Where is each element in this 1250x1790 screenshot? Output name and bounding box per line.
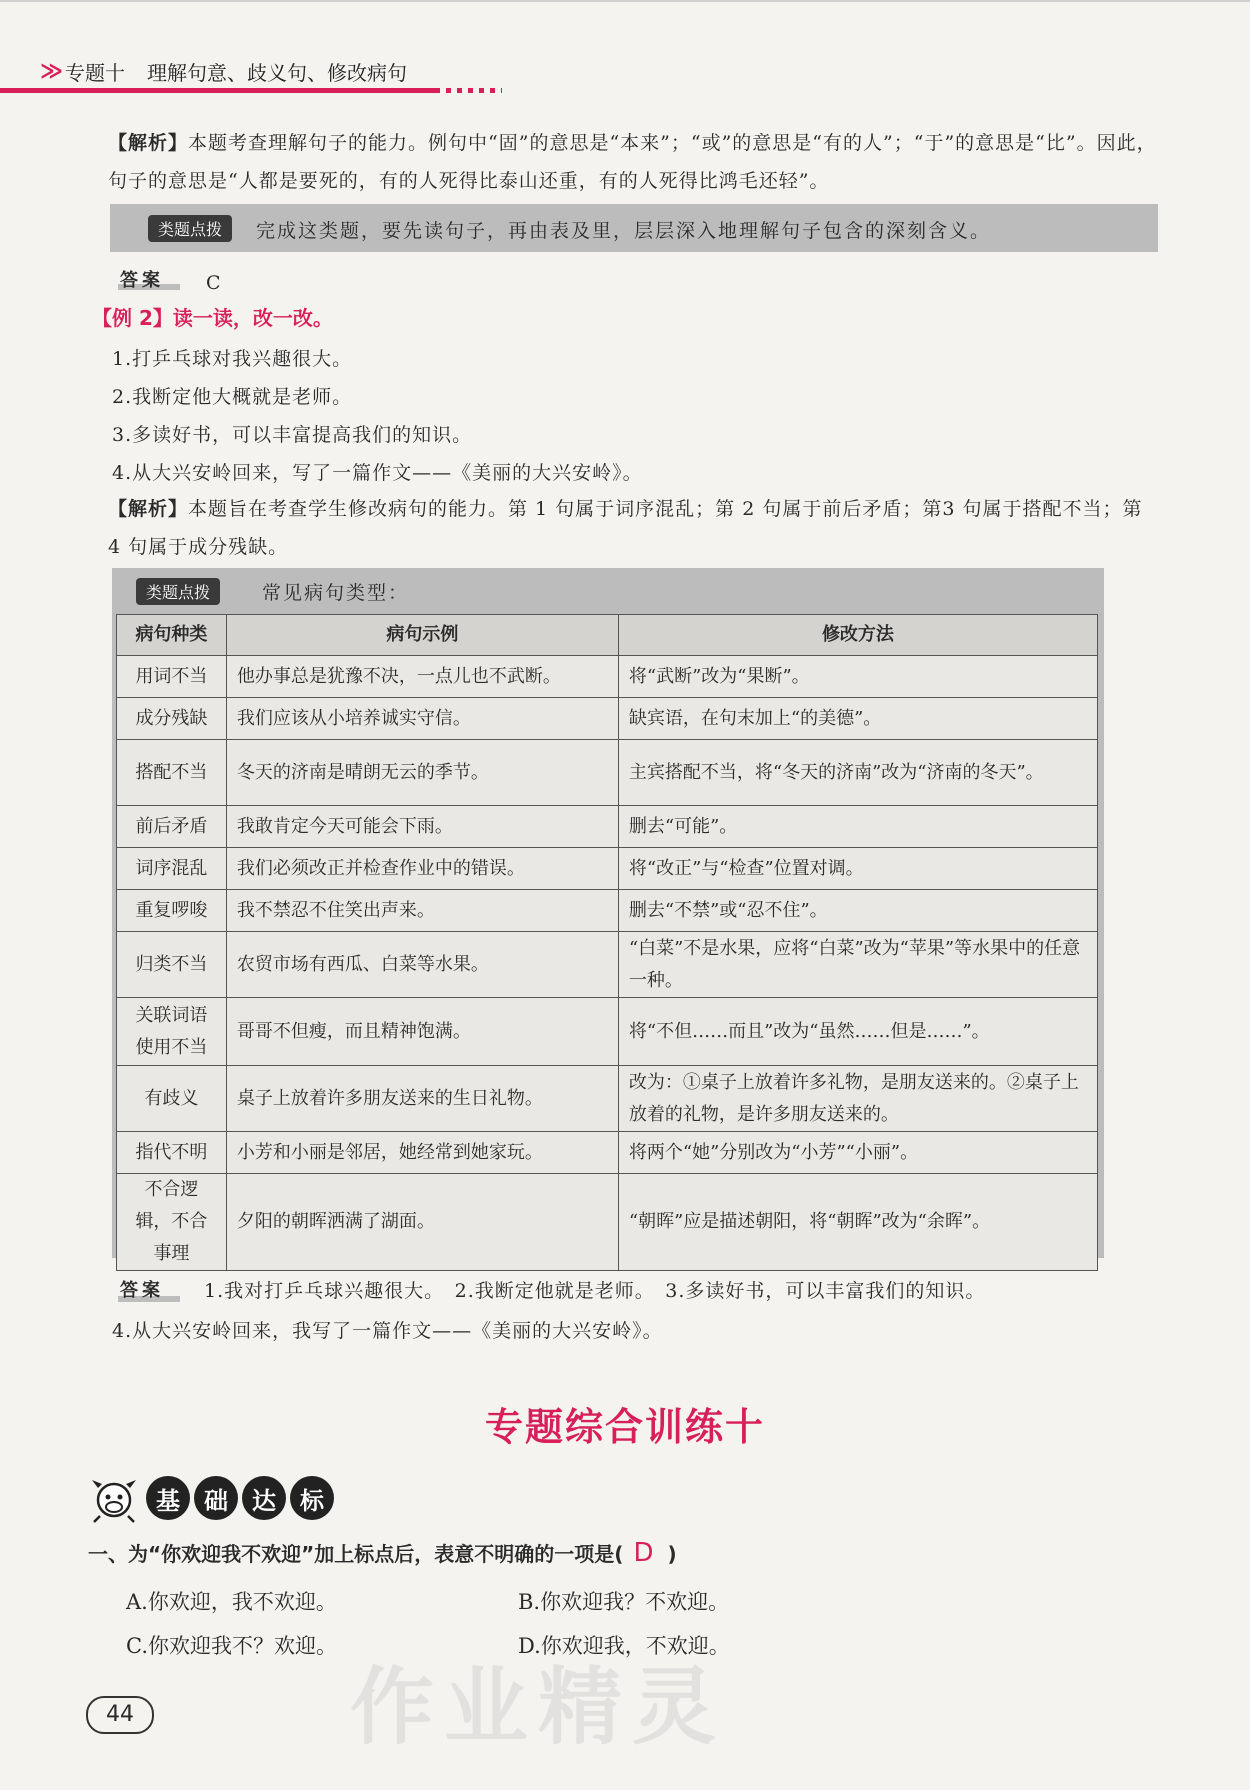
- option-a: A.你欢迎，我不欢迎。: [126, 1590, 337, 1614]
- top-rule: [0, 0, 1250, 2]
- topic-number: 专题十: [65, 60, 126, 85]
- error-example: 我不禁忍不住笑出声来。: [226, 890, 618, 932]
- question-answer: D: [633, 1538, 654, 1568]
- page-number: 44: [86, 1696, 154, 1734]
- error-example: 他办事总是犹豫不决，一点儿也不武断。: [226, 656, 618, 698]
- sentence-error-table: [116, 614, 1098, 1271]
- table-row: [117, 998, 1098, 1066]
- example-2-title: 【例 2】读一读，改一改。: [92, 306, 333, 330]
- table-row: [117, 1174, 1098, 1271]
- option-b: B.你欢迎我？不欢迎。: [518, 1590, 730, 1614]
- chevron-icon: ≫: [40, 58, 58, 84]
- error-type: 指代不明: [117, 1132, 227, 1174]
- tip-text: 完成这类题，要先读句子，再由表及里，层层深入地理解句子包含的深刻含义。: [256, 220, 992, 242]
- basic-level-banner: [88, 1472, 338, 1524]
- section-title: 专题综合训练十: [484, 1405, 765, 1449]
- error-example: 桌子上放着许多朋友送来的生日礼物。: [226, 1066, 618, 1132]
- page-header: [40, 54, 407, 88]
- error-type: 归类不当: [117, 932, 227, 998]
- table-header-row: [117, 615, 1098, 656]
- answer-label: 答案: [120, 270, 164, 291]
- column-header: 病句种类: [117, 615, 227, 656]
- example-item: 3.多读好书，可以丰富提高我们的知识。: [112, 424, 473, 446]
- header-dots: [446, 88, 502, 93]
- error-type: 用词不当: [117, 656, 227, 698]
- example-item: 4.从大兴安岭回来，写了一篇作文——《美丽的大兴安岭》。: [112, 462, 643, 484]
- error-example: 我们应该从小培养诚实守信。: [226, 698, 618, 740]
- error-fix: 改为：①桌子上放着许多礼物，是朋友送来的。②桌子上放着的礼物，是许多朋友送来的。: [618, 1066, 1097, 1132]
- table-row: [117, 1066, 1098, 1132]
- error-type: 关联词语使用不当: [117, 998, 227, 1066]
- question-text: 一、为“你欢迎我不欢迎”加上标点后，表意不明确的一项是(: [88, 1542, 624, 1566]
- cow-mascot-icon: [88, 1472, 140, 1524]
- error-fix: “朝晖”应是描述朝阳，将“朝晖”改为“余晖”。: [618, 1174, 1097, 1271]
- option-d: D.你欢迎我，不欢迎。: [518, 1634, 730, 1658]
- error-fix: 缺宾语，在句末加上“的美德”。: [618, 698, 1097, 740]
- analysis-label: 【解析】: [108, 132, 189, 154]
- error-example: 小芳和小丽是邻居，她经常到她家玩。: [226, 1132, 618, 1174]
- basic-char: 达: [242, 1476, 286, 1520]
- watermark: 作业精灵: [350, 1658, 727, 1756]
- answer-value: C: [206, 272, 222, 294]
- error-type: 词序混乱: [117, 848, 227, 890]
- example-item: 2.我断定他大概就是老师。: [112, 386, 353, 408]
- answer-label: 答案: [120, 1280, 164, 1301]
- error-type: 前后矛盾: [117, 806, 227, 848]
- table-row: [117, 848, 1098, 890]
- analysis-1: [108, 124, 1158, 200]
- analysis-2: [108, 490, 1160, 566]
- answer-2-line-1: 1.我对打乒乓球兴趣很大。 2.我断定他就是老师。 3.多读好书，可以丰富我们的知识。: [204, 1280, 986, 1302]
- error-example: 冬天的济南是晴朗无云的季节。: [226, 740, 618, 806]
- table-row: [117, 698, 1098, 740]
- error-type: 不合逻辑，不合事理: [117, 1174, 227, 1271]
- error-fix: 删去“不禁”或“忍不住”。: [618, 890, 1097, 932]
- error-fix: “白菜”不是水果，应将“白菜”改为“苹果”等水果中的任意一种。: [618, 932, 1097, 998]
- error-fix: 主宾搭配不当，将“冬天的济南”改为“济南的冬天”。: [618, 740, 1097, 806]
- column-header: 病句示例: [226, 615, 618, 656]
- basic-char: 基: [146, 1476, 190, 1520]
- tip-box-1: [110, 204, 1158, 252]
- table-row: [117, 740, 1098, 806]
- error-type: 成分残缺: [117, 698, 227, 740]
- column-header: 修改方法: [618, 615, 1097, 656]
- error-type: 搭配不当: [117, 740, 227, 806]
- error-type: 重复啰唆: [117, 890, 227, 932]
- question-close: ): [667, 1542, 677, 1566]
- table-row: [117, 890, 1098, 932]
- basic-char: 标: [290, 1476, 334, 1520]
- table-row: [117, 806, 1098, 848]
- error-example: 哥哥不但瘦，而且精神饱满。: [226, 998, 618, 1066]
- table-row: [117, 932, 1098, 998]
- error-example: 夕阳的朝晖洒满了湖面。: [226, 1174, 618, 1271]
- basic-char: 础: [194, 1476, 238, 1520]
- error-fix: 删去“可能”。: [618, 806, 1097, 848]
- error-example: 我敢肯定今天可能会下雨。: [226, 806, 618, 848]
- error-example: 农贸市场有西瓜、白菜等水果。: [226, 932, 618, 998]
- error-fix: 将“改正”与“检查”位置对调。: [618, 848, 1097, 890]
- table-row: [117, 1132, 1098, 1174]
- error-example: 我们必须改正并检查作业中的错误。: [226, 848, 618, 890]
- error-fix: 将“武断”改为“果断”。: [618, 656, 1097, 698]
- analysis-text: 本题考查理解句子的能力。例句中“固”的意思是“本来”；“或”的意思是“有的人”；“于”的意思是“比”。因此，句子的意思是“人都是要死的，有的人死得比泰山还重，有的人死得比鸿毛还轻”。: [108, 132, 1157, 192]
- tip-badge: 类题点拨: [148, 215, 232, 242]
- error-fix: 将两个“她”分别改为“小芳”“小丽”。: [618, 1132, 1097, 1174]
- tip-badge: 类题点拨: [136, 578, 220, 605]
- topic-title: 理解句意、歧义句、修改病句: [147, 60, 408, 85]
- answer-2-line-2: 4.从大兴安岭回来，我写了一篇作文——《美丽的大兴安岭》。: [112, 1320, 663, 1342]
- error-type: 有歧义: [117, 1066, 227, 1132]
- header-underline: [0, 88, 440, 93]
- error-fix: 将“不但……而且”改为“虽然……但是……”。: [618, 998, 1097, 1066]
- analysis-label: 【解析】: [108, 498, 189, 520]
- analysis-text: 本题旨在考查学生修改病句的能力。第 1 句属于词序混乱；第 2 句属于前后矛盾；第3 句属于搭配不当；第 4 句属于成分残缺。: [108, 498, 1143, 558]
- question-1-stem: [88, 1538, 677, 1568]
- example-item: 1.打乒乓球对我兴趣很大。: [112, 348, 353, 370]
- tip-text: 常见病句类型：: [262, 582, 410, 604]
- table-row: [117, 656, 1098, 698]
- option-c: C.你欢迎我不？欢迎。: [126, 1634, 337, 1658]
